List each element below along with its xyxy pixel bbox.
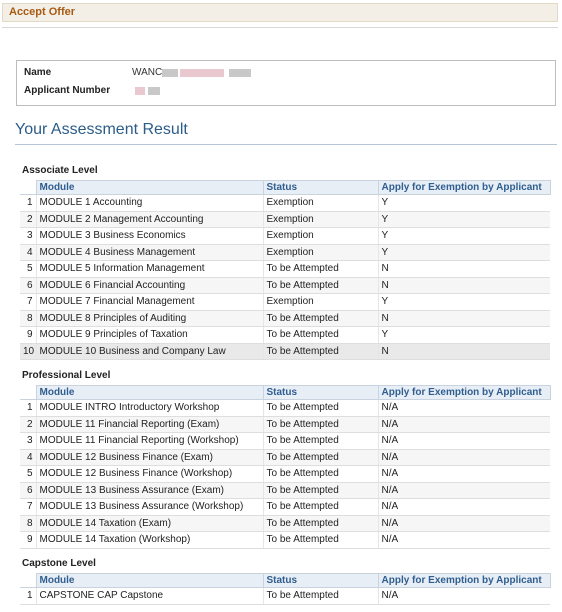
status-cell: To be Attempted — [263, 466, 378, 483]
associate-level-table — [20, 180, 551, 360]
module-cell: MODULE 10 Business and Company Law — [36, 343, 263, 360]
status-cell: To be Attempted — [263, 433, 378, 450]
redacted-applicant-number — [148, 87, 160, 95]
status-cell: Exemption — [263, 294, 378, 311]
exemption-cell: N/A — [378, 433, 550, 450]
table-row — [20, 343, 550, 360]
module-cell: MODULE 1 Accounting — [36, 195, 263, 212]
table-row — [20, 433, 550, 450]
name-label: Name — [24, 67, 52, 78]
row-number: 1 — [20, 588, 36, 605]
associate-level-rows — [20, 195, 550, 360]
table-row — [20, 499, 550, 516]
exemption-column-header: Apply for Exemption by Applicant — [378, 386, 550, 400]
status-cell: Exemption — [263, 244, 378, 261]
status-column-header: Status — [263, 181, 378, 195]
row-number: 8 — [20, 515, 36, 532]
table-row — [20, 310, 550, 327]
table-row — [20, 532, 550, 549]
capstone-level-title: Capstone Level — [22, 558, 96, 569]
page-header — [2, 3, 558, 22]
exemption-cell: N — [378, 277, 550, 294]
row-number: 9 — [20, 327, 36, 344]
exemption-cell: Y — [378, 195, 550, 212]
status-cell: To be Attempted — [263, 277, 378, 294]
module-cell: MODULE 6 Financial Accounting — [36, 277, 263, 294]
status-cell: To be Attempted — [263, 499, 378, 516]
status-cell: To be Attempted — [263, 482, 378, 499]
exemption-cell: Y — [378, 211, 550, 228]
row-number: 5 — [20, 466, 36, 483]
status-cell: Exemption — [263, 211, 378, 228]
table-row — [20, 449, 550, 466]
exemption-cell: Y — [378, 294, 550, 311]
status-column-header: Status — [263, 386, 378, 400]
exemption-cell: Y — [378, 228, 550, 245]
row-number-header — [20, 386, 36, 400]
capstone-level-rows — [20, 588, 550, 605]
status-cell: To be Attempted — [263, 515, 378, 532]
module-cell: MODULE 2 Management Accounting — [36, 211, 263, 228]
table-row — [20, 416, 550, 433]
exemption-cell: N/A — [378, 499, 550, 516]
table-row — [20, 515, 550, 532]
exemption-cell: N/A — [378, 588, 550, 605]
status-cell: To be Attempted — [263, 261, 378, 278]
row-number: 1 — [20, 400, 36, 417]
row-number: 5 — [20, 261, 36, 278]
status-cell: Exemption — [263, 195, 378, 212]
exemption-cell: N/A — [378, 466, 550, 483]
status-cell: To be Attempted — [263, 449, 378, 466]
exemption-cell: N — [378, 261, 550, 278]
table-row — [20, 588, 550, 605]
exemption-cell: N/A — [378, 532, 550, 549]
module-cell: MODULE 11 Financial Reporting (Workshop) — [36, 433, 263, 450]
applicant-info-box — [16, 60, 556, 106]
row-number: 2 — [20, 416, 36, 433]
exemption-column-header: Apply for Exemption by Applicant — [378, 574, 550, 588]
professional-level-title: Professional Level — [22, 370, 111, 381]
capstone-level-table — [20, 573, 551, 605]
module-cell: MODULE 13 Business Assurance (Exam) — [36, 482, 263, 499]
module-cell: MODULE 11 Financial Reporting (Exam) — [36, 416, 263, 433]
module-cell: MODULE 14 Taxation (Workshop) — [36, 532, 263, 549]
redacted-applicant-number — [135, 87, 145, 95]
module-column-header: Module — [36, 181, 263, 195]
status-cell: To be Attempted — [263, 310, 378, 327]
table-row — [20, 261, 550, 278]
status-cell: To be Attempted — [263, 588, 378, 605]
table-row — [20, 400, 550, 417]
table-row — [20, 228, 550, 245]
exemption-cell: N/A — [378, 449, 550, 466]
status-cell: To be Attempted — [263, 532, 378, 549]
module-cell: MODULE 5 Information Management — [36, 261, 263, 278]
module-cell: MODULE 9 Principles of Taxation — [36, 327, 263, 344]
table-row — [20, 277, 550, 294]
assessment-title: Your Assessment Result — [15, 121, 188, 138]
row-number: 1 — [20, 195, 36, 212]
row-number: 3 — [20, 228, 36, 245]
exemption-cell: Y — [378, 327, 550, 344]
page-title: Accept Offer — [9, 6, 76, 18]
exemption-cell: Y — [378, 244, 550, 261]
row-number-header — [20, 574, 36, 588]
professional-level-rows — [20, 400, 550, 549]
applicant-number-label: Applicant Number — [24, 85, 111, 96]
module-cell: CAPSTONE CAP Capstone — [36, 588, 263, 605]
row-number: 6 — [20, 277, 36, 294]
redacted-name-part — [180, 69, 224, 77]
module-column-header: Module — [36, 574, 263, 588]
name-value: WANC — [132, 67, 163, 78]
table-row — [20, 195, 550, 212]
status-cell: To be Attempted — [263, 400, 378, 417]
row-number: 4 — [20, 449, 36, 466]
exemption-cell: N/A — [378, 416, 550, 433]
status-cell: To be Attempted — [263, 416, 378, 433]
exemption-cell: N — [378, 310, 550, 327]
exemption-cell: N/A — [378, 515, 550, 532]
module-cell: MODULE 4 Business Management — [36, 244, 263, 261]
exemption-cell: N — [378, 343, 550, 360]
status-cell: To be Attempted — [263, 327, 378, 344]
module-column-header: Module — [36, 386, 263, 400]
redacted-name-part — [229, 69, 251, 77]
row-number: 4 — [20, 244, 36, 261]
header-divider — [2, 27, 558, 28]
exemption-column-header: Apply for Exemption by Applicant — [378, 181, 550, 195]
row-number: 9 — [20, 532, 36, 549]
professional-level-table — [20, 385, 551, 549]
row-number: 10 — [20, 343, 36, 360]
associate-level-title: Associate Level — [22, 165, 98, 176]
table-row — [20, 294, 550, 311]
module-cell: MODULE 8 Principles of Auditing — [36, 310, 263, 327]
exemption-cell: N/A — [378, 482, 550, 499]
module-cell: MODULE 13 Business Assurance (Workshop) — [36, 499, 263, 516]
row-number: 7 — [20, 499, 36, 516]
status-column-header: Status — [263, 574, 378, 588]
table-row — [20, 482, 550, 499]
assessment-divider — [15, 144, 557, 145]
redacted-name-part — [162, 69, 178, 77]
module-cell: MODULE 12 Business Finance (Exam) — [36, 449, 263, 466]
row-number: 6 — [20, 482, 36, 499]
row-number-header — [20, 181, 36, 195]
module-cell: MODULE 7 Financial Management — [36, 294, 263, 311]
table-row — [20, 466, 550, 483]
module-cell: MODULE 14 Taxation (Exam) — [36, 515, 263, 532]
table-row — [20, 211, 550, 228]
table-row — [20, 244, 550, 261]
exemption-cell: N/A — [378, 400, 550, 417]
row-number: 2 — [20, 211, 36, 228]
module-cell: MODULE 3 Business Economics — [36, 228, 263, 245]
row-number: 7 — [20, 294, 36, 311]
module-cell: MODULE INTRO Introductory Workshop — [36, 400, 263, 417]
module-cell: MODULE 12 Business Finance (Workshop) — [36, 466, 263, 483]
status-cell: Exemption — [263, 228, 378, 245]
status-cell: To be Attempted — [263, 343, 378, 360]
row-number: 8 — [20, 310, 36, 327]
table-row — [20, 327, 550, 344]
row-number: 3 — [20, 433, 36, 450]
